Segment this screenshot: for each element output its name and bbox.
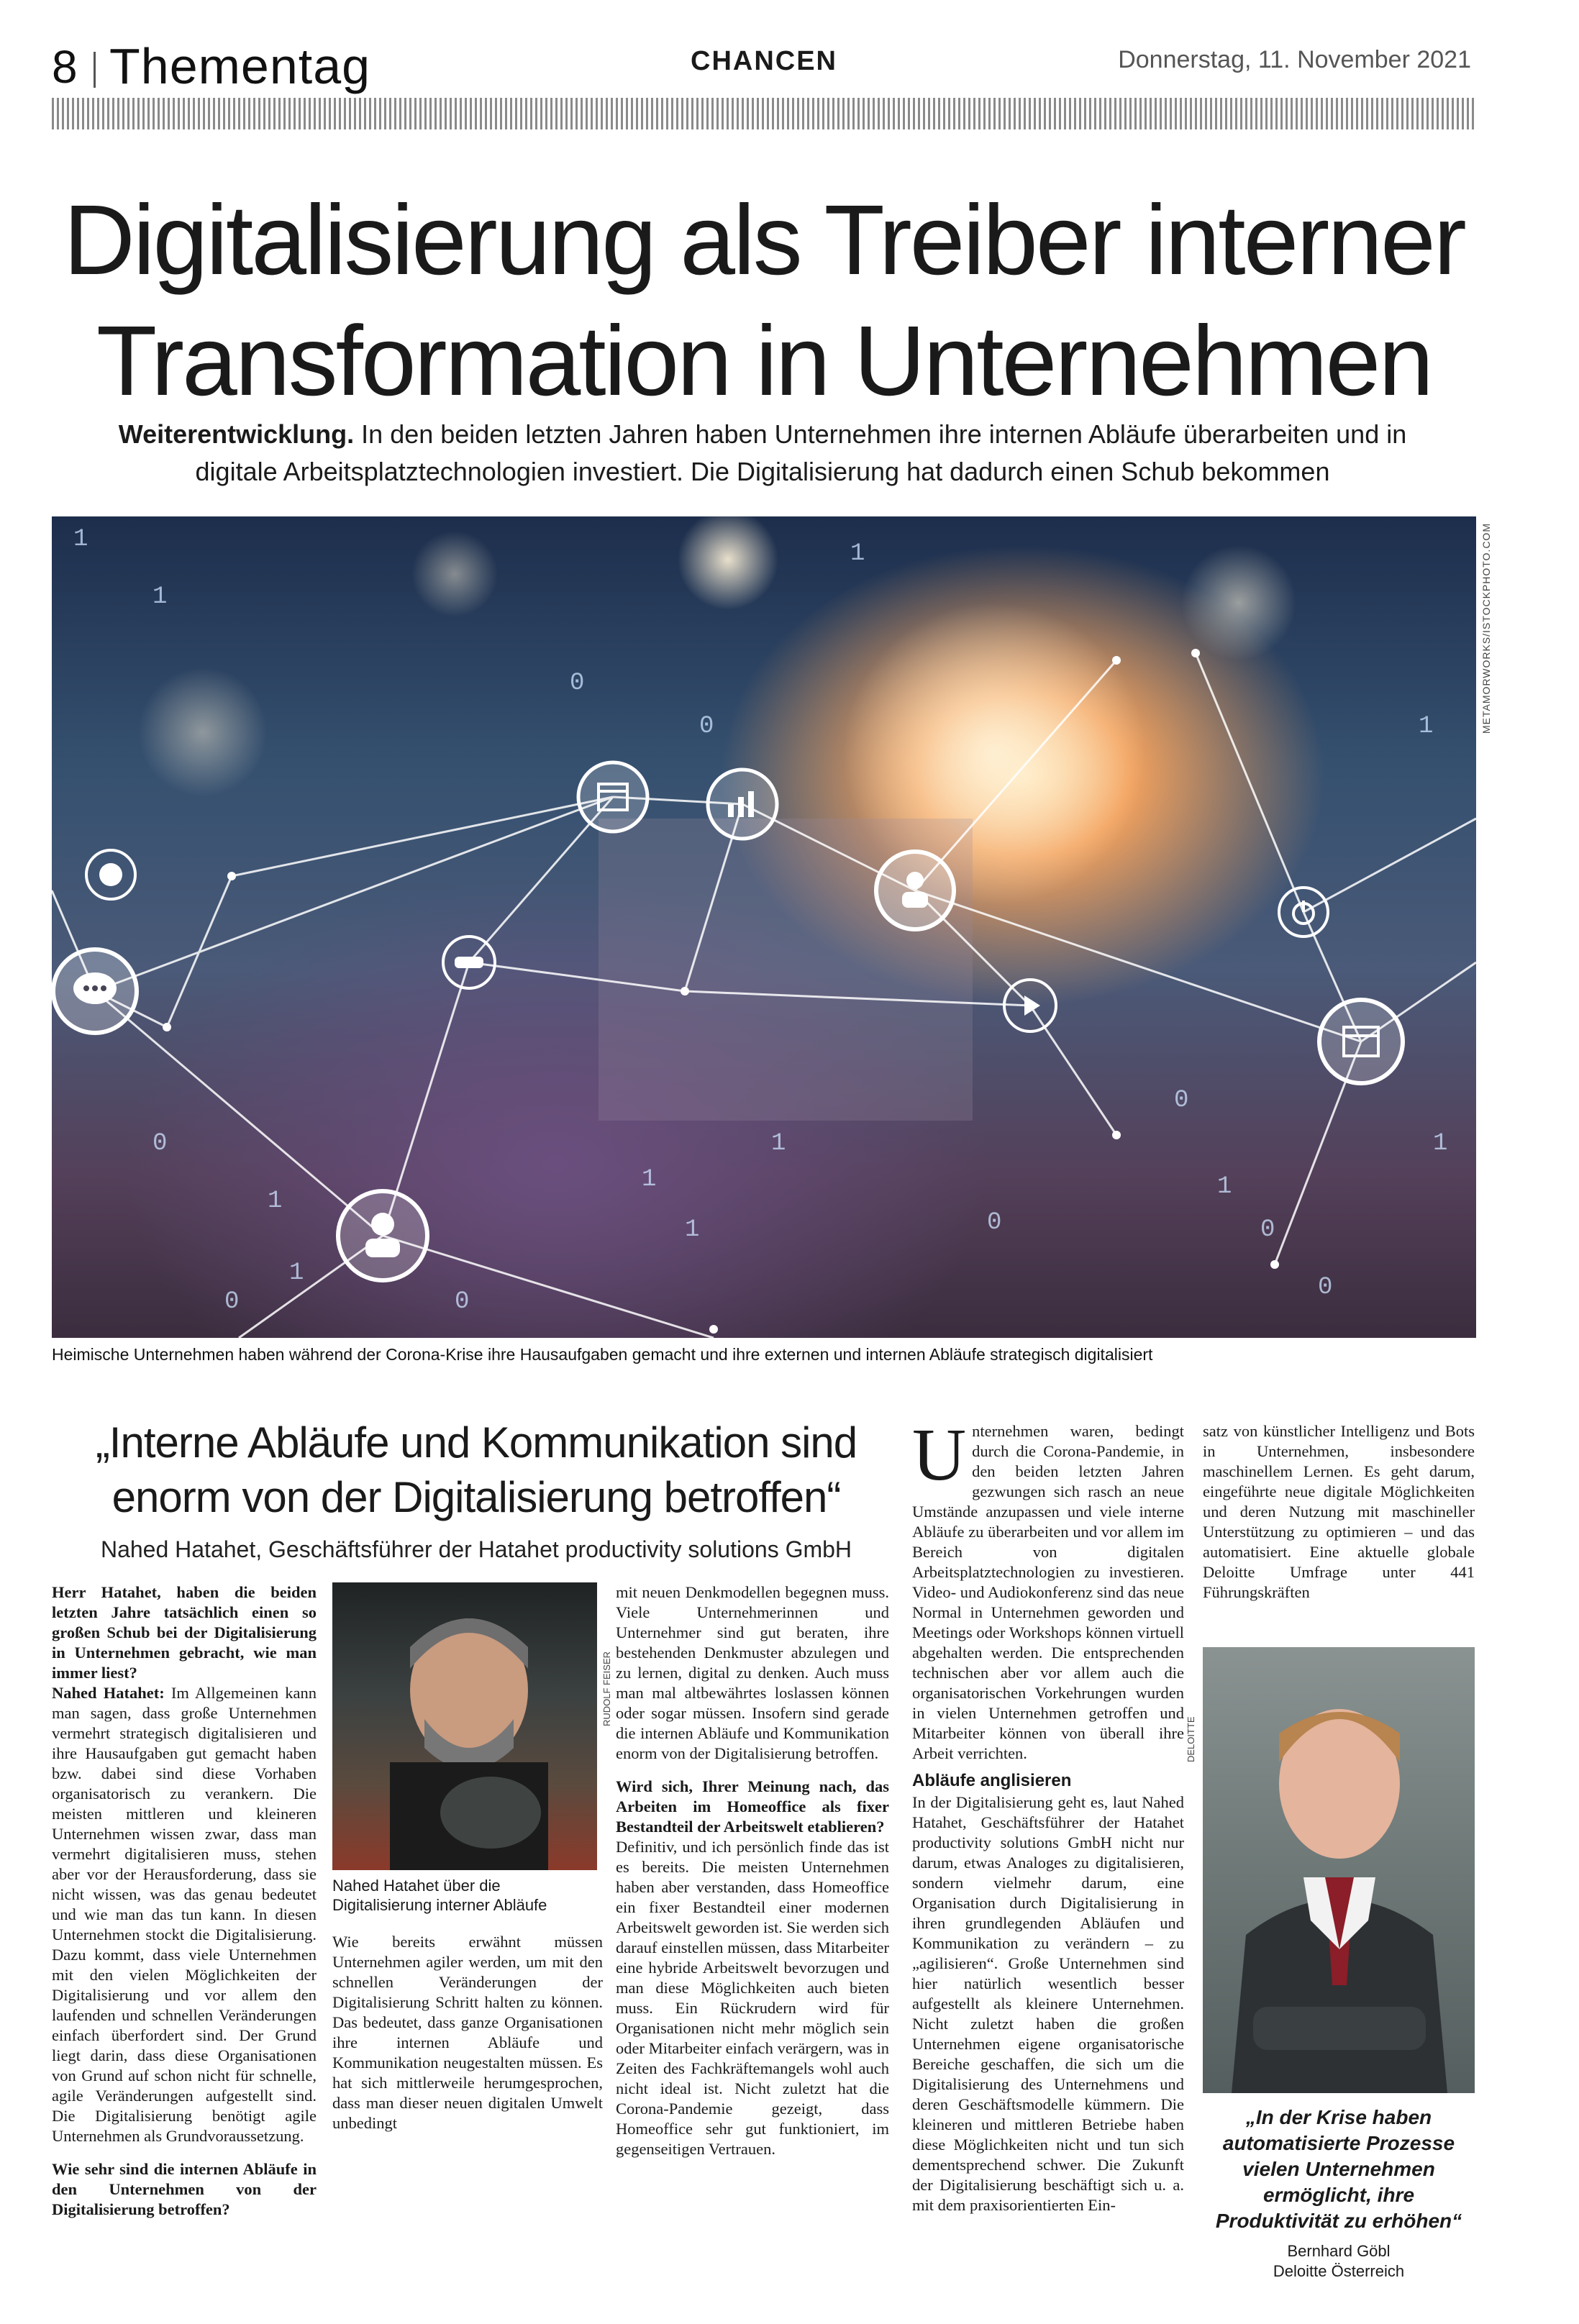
portrait-credit: RUDOLF FEISER — [601, 1651, 612, 1726]
article-column — [912, 1413, 1184, 2215]
user-node-icon — [876, 852, 954, 929]
binary-digit: 1 — [1217, 1173, 1232, 1200]
interview-answer-continued: mit neuen Denkmodellen begegnen muss. Viele Unternehmerinnen und Unternehmer sind gut beraten, ihre bestehenden Denkmuster abzulegen und zu lernen, digital zu denken. Auch muss man mal altbewährtes loslassen können oder sogar müssen. Insofern sind gerade die internen Abläufe und Kommunikation enorm von der Digitalisierung betroffen. — [616, 1583, 889, 1762]
person-node-icon — [338, 1191, 427, 1280]
interview-column-1 — [52, 1582, 317, 2220]
bokeh-light — [678, 516, 778, 610]
binary-digit: 1 — [1433, 1130, 1448, 1157]
interviewee-portrait — [332, 1582, 597, 1870]
power-node-icon — [1279, 888, 1328, 937]
bokeh-light — [1181, 545, 1296, 660]
binary-digit: 0 — [987, 1209, 1002, 1236]
interview-byline: Nahed Hatahet, Geschäftsführer der Hatahet productivity solutions GmbH — [100, 1536, 852, 1562]
photo-credit: METAMORWORKS/ISTOCKPHOTO.COM — [1480, 523, 1492, 734]
page-number: 8 — [52, 41, 78, 93]
section-title: Thementag — [109, 38, 371, 94]
interview-answer: Wie bereits erwähnt müssen Unternehmen agiler werden, um mit den schnellen Veränderungen der Digitalisierung Schritt halten zu können. Das bedeutet, dass ganze Organisationen ihre internen Abläufe und Kommunikation neugestalten müssen. Es hat sich mittlerweile herumgesprochen, dass man dieser neuen digitalen Umwelt unbedingt — [332, 1933, 603, 2132]
lead-paragraph — [86, 416, 1439, 491]
headline-line-2: Transformation in Unternehmen — [96, 306, 1432, 416]
binary-digit: 0 — [570, 670, 585, 697]
header-separator — [94, 52, 96, 88]
article-paragraph: In der Digitalisierung geht es, laut Nahed Hatahet, Geschäftsführer der Hatahet productivity solutions GmbH nicht nur darum, etwas Analoges zu digitalisieren, sondern vielmehr darum, eine Organisation durch Digitalisierung in ihren grundlegenden Abläufen und Kommunikation zu verändern – zu „agilisieren“. Große Unternehmen sind hier natürlich wesentlich besser aufgestellt als kleinere Unternehmen. Nicht zuletzt haben die großen Unternehmen eigene organisatorische Bereiche geschaffen, die sich um die Digitalisierung des Unternehmens und deren Geschäftsmodelle kümmern. Die kleineren und mittleren Betriebe haben diese Möglichkeiten nicht und tun sich dementsprechend schwer. Die Zukunft der Digitalisierung beschäftigt sich u. a. mit dem praxisorientierten Ein- — [912, 1793, 1184, 2214]
binary-digit: 0 — [1174, 1087, 1189, 1114]
interview-question: Wird sich, Ihrer Meinung nach, das Arbeiten im Homeoffice als fixer Bestandteil der Arbeitswelt etablieren? — [616, 1777, 889, 1836]
growth-chart-node-icon — [708, 770, 777, 839]
expert-portrait-illustration — [1203, 1647, 1475, 2093]
rubric-label: CHANCEN — [691, 46, 837, 76]
lead-kicker: Weiterentwicklung. — [118, 419, 355, 449]
binary-digit: 1 — [268, 1188, 283, 1215]
network-overlay — [52, 516, 1476, 1338]
article-subhead: Abläufe anglisieren — [912, 1771, 1072, 1790]
interview-question: Herr Hatahet, haben die beiden letzten Jahre tatsächlich einen so großen Schub bei der Digitalisierung in Unternehmen gebracht, wie man immer liest? — [52, 1583, 317, 1682]
interview-answer: Definitiv, und ich persönlich finde das ist es bereits. Die meisten Unternehmen haben aber verstanden, dass Homeoffice ein fixer Bestandteil einer modernen Arbeitswelt geworden ist. Sie werden sich darauf einstellen müssen, dass Mitarbeiter eine hybride Arbeitswelt bevorzugen und man diese Möglichkeiten auch bieten muss. Ein Rückrudern wird für Organisationen nicht mehr möglich sein oder Mitarbeiter einfach verärgern, was in Zeiten des Fachkräftemangels wohl auch nicht ideal ist. Nicht zuletzt hat die Corona-Pandemie gezeigt, dass Homeoffice sehr gut funktioniert, im gegenseitigen Vertrauen. — [616, 1838, 889, 2158]
binary-digit: 0 — [1260, 1216, 1275, 1244]
sidebar-quote: „In der Krise haben automatisierte Prozesse vielen Unternehmen ermöglicht, ihre Produktivität zu erhöhen“ — [1215, 2106, 1462, 2232]
binary-digit: 0 — [699, 713, 714, 740]
interview-question: Wie sehr sind die internen Abläufe in den Unternehmen von der Digitalisierung betroffen? — [52, 2160, 317, 2218]
binary-digit: 1 — [850, 540, 865, 568]
lead-text: In den beiden letzten Jahren haben Unternehmen ihre internen Abläufe überarbeiten und in digitale Arbeitsplatztechnologien investiert. Die Digitalisierung hat dadurch einen Schub bekommen — [195, 419, 1407, 486]
portrait-illustration — [332, 1582, 597, 1870]
issue-date: Donnerstag, 11. November 2021 — [1118, 46, 1471, 73]
bokeh-light — [411, 531, 498, 617]
binary-digit: 1 — [1419, 713, 1434, 740]
binary-digit: 1 — [73, 526, 88, 553]
portrait-caption: Nahed Hatahet über die Digitalisierung interner Abläufe — [332, 1877, 547, 1914]
quote-company: Deloitte Österreich — [1273, 2262, 1405, 2280]
interview-column-3 — [616, 1582, 889, 2159]
article-paragraph: nternehmen waren, bedingt durch die Corona-Pandemie, in den beiden letzten Jahren gezwungen sich rasch an neue Umstände anzupassen und viele interne Abläufe zu überarbeiten und vor allem im Bereich von digitalen Arbeitsplatztechnologien zu investieren. Video- und Audiokonferenz sind das neue Normal in Unternehmen geworden und Meetings oder Workshops können virtuell abgehalten werden. Die entsprechenden technischen aber vor allem auch die organisatorischen Vorkehrungen wurden in vielen Unternehmen getroffen und Mitarbeiter können von überall ihre Arbeit verrichten. — [912, 1422, 1184, 1762]
photo-caption: Heimische Unternehmen haben während der Corona-Krise ihre Hausaufgaben gemacht und ihre externen und internen Abläufe strategisch digitalisiert — [52, 1345, 1153, 1364]
calendar-node-icon — [578, 762, 647, 831]
interview-answer: Im Allgemeinen kann man sagen, dass große Unternehmen vermehrt strategisch digitalisieren und ihre Hausaufgaben gut gemacht haben bzw. dabei sind diese Vorhaben organisatorisch zu verankern. Die meisten mittleren und kleineren Unternehmen wissen zwar, dass man vermehrt digitalisieren muss, stehen aber vor der Herausforderung, dass sie nicht wissen, was das genau bedeutet und wie man das tun kann. In diesen Unternehmen stockt die Digitalisierung. Dazu kommt, dass viele Unternehmen mit den vielen Möglichkeiten der Digitalisierung und vor allem den laufenden und schnellen Veränderungen einfach überfordert sind. Der Grund liegt darin, dass diese Organisationen von Grund auf schon nicht für schnelle, agile Veränderungen aufgestellt sind. Die Digitalisierung benötigt agile Unternehmen als Grundvoraussetzung. — [52, 1684, 317, 2145]
binary-digit: 1 — [289, 1259, 304, 1287]
binary-digit: 1 — [685, 1216, 700, 1244]
binary-digit: 0 — [1318, 1274, 1333, 1301]
article-headline — [52, 180, 1476, 421]
calendar-node-icon-2 — [1319, 1000, 1403, 1083]
interviewee-name: Nahed Hatahet: — [52, 1684, 165, 1702]
binary-digit: 1 — [642, 1166, 657, 1193]
binary-digit: 0 — [224, 1288, 240, 1316]
bokeh-light — [138, 667, 268, 797]
article-paragraph: satz von künstlicher Intelligenz und Bots in Unternehmen, insbesondere maschinellem Lernen. Es geht darum, eingeführte neue digitale Möglichkeiten und deren Nutzung mit maschineller Unterstützung zu optimieren – und das automatisiert. Eine aktuelle globale Deloitte Umfrage unter 441 Führungskräften — [1203, 1422, 1475, 1601]
binary-digit: 0 — [455, 1288, 470, 1316]
interview-title: „Interne Abläufe und Kommunikation sind enorm von der Digitalisierung betroffen“ — [95, 1418, 857, 1521]
main-photo — [52, 516, 1476, 1338]
headline-line-1: Digitalisierung als Treiber interner — [63, 185, 1465, 296]
car-node-icon — [443, 937, 495, 988]
binary-digit: 1 — [153, 583, 168, 611]
interview-column-2 — [332, 1932, 603, 2133]
article-column-2 — [1203, 1421, 1475, 1603]
chat-node-icon — [53, 949, 137, 1033]
pie-chart-node-icon — [86, 850, 135, 899]
header-hatch-bar — [52, 98, 1476, 129]
binary-digit: 1 — [771, 1130, 786, 1157]
expert-portrait — [1203, 1647, 1475, 2093]
drop-cap: U — [912, 1413, 967, 1496]
quote-person: Bernhard Göbl — [1287, 2242, 1391, 2260]
sidebar-photo-credit: DELOITTE — [1186, 1716, 1196, 1762]
quote-attribution — [1203, 2241, 1475, 2282]
binary-digit: 0 — [153, 1130, 168, 1157]
